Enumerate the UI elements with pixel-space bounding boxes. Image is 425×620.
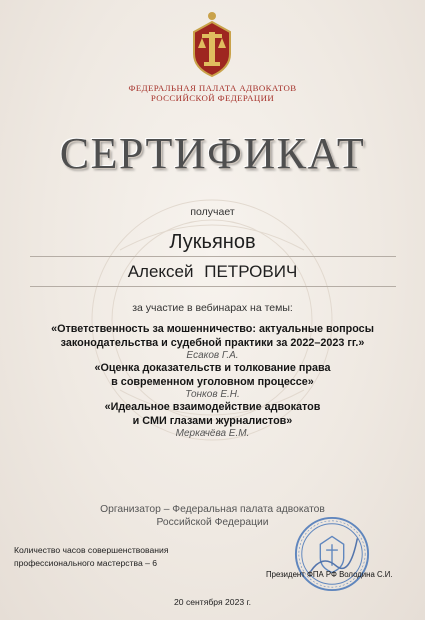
recipient-surname: Лукьянов (169, 231, 256, 253)
topic-title-line: в современном уголовном процессе» (111, 375, 314, 388)
lawyers-chamber-emblem-icon (187, 10, 237, 80)
org-line-2: РОССИЙСКОЙ ФЕДЕРАЦИИ (150, 93, 275, 103)
organizer-line-2: Российской Федерации (156, 517, 269, 528)
organization-name (0, 83, 425, 103)
name-underline (30, 256, 396, 257)
hours-line-1: Количество часов совершенствования (14, 545, 169, 555)
recipient-patronymic: ПЕТРОВИЧ (204, 262, 298, 281)
receives-label: получает (190, 206, 235, 218)
topic-title-line: законодательства и судебной практики за 2022–2023 гг.» (60, 336, 365, 349)
organizer-line-1: Организатор – Федеральная палата адвокатов (100, 504, 325, 515)
hours-line-2: профессионального мастерства – 6 (14, 558, 158, 568)
recipient-given-name: Алексей (127, 262, 194, 281)
webinar-intro: за участие в вебинарах на темы: (132, 302, 293, 314)
topic-title-line: «Ответственность за мошенничество: актуальные вопросы (51, 323, 374, 335)
training-hours (14, 544, 234, 570)
org-line-1: ФЕДЕРАЛЬНАЯ ПАЛАТА АДВОКАТОВ (128, 83, 297, 93)
president-signature-line: Президент ФПА РФ Володина С.И. (266, 570, 393, 579)
topic-title-line: «Оценка доказательств и толкование права (94, 362, 331, 374)
issue-date: 20 сентября 2023 г. (174, 597, 251, 607)
topic-title-line: «Идеальное взаимодействие адвокатов (104, 401, 321, 413)
certificate-title: СЕРТИФИКАТ (59, 129, 366, 178)
topic-item (20, 323, 405, 362)
official-seal-icon (293, 515, 371, 593)
topic-author: Есаков Г.А. (186, 350, 239, 361)
webinar-topics (20, 323, 405, 440)
topic-author: Тонков Е.Н. (185, 389, 240, 400)
name-underline-2 (30, 286, 396, 287)
topic-author: Меркачёва Е.М. (175, 428, 250, 439)
topic-item (20, 362, 405, 401)
topic-item (20, 401, 405, 440)
recipient-given-names (0, 262, 425, 282)
topic-title-line: и СМИ глазами журналистов» (132, 414, 293, 427)
